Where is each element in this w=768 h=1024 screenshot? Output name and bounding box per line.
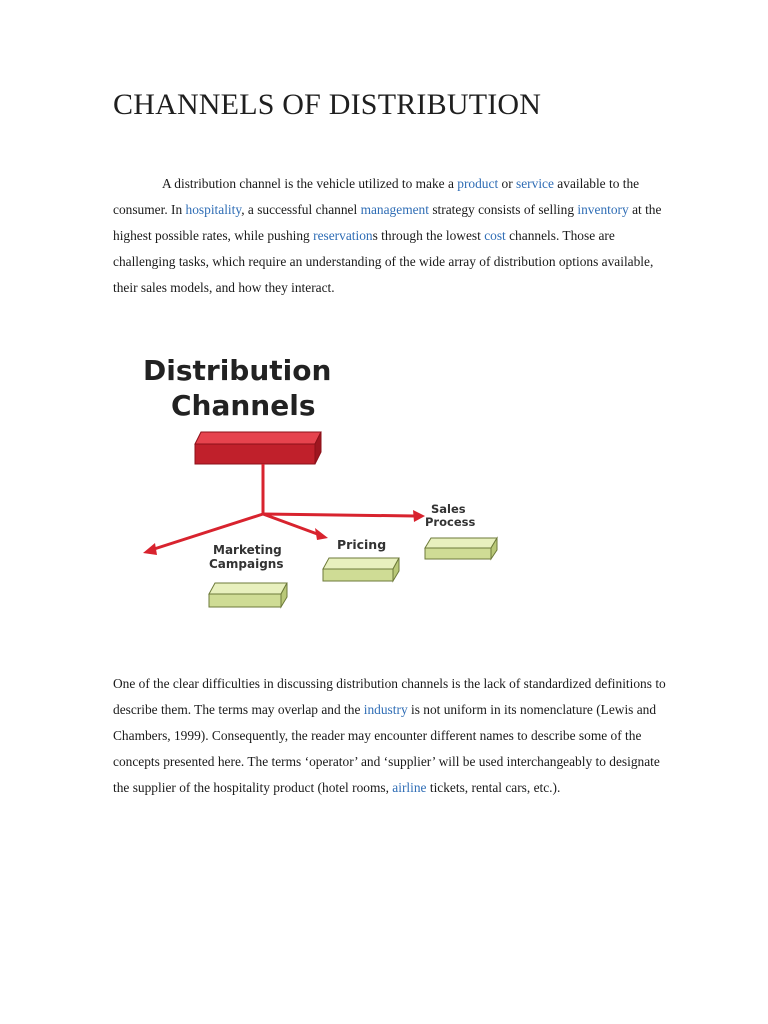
link-cost[interactable]: cost [484,228,506,243]
second-paragraph [113,671,673,801]
text-run: s through the lowest [372,228,485,243]
text-run: tickets, rental cars, etc.). [426,780,561,795]
text-run: strategy consists of selling [428,202,578,217]
link-service[interactable]: service [516,176,554,191]
pricing-label: Pricing [337,537,387,552]
link-airline[interactable]: airline [392,780,427,795]
text-run: channels. Those are challenging tasks, which require an understanding of the wide array of distribution options available, their sales models, and how they interact. [113,228,654,295]
link-industry[interactable]: industry [363,702,408,717]
diagram-title-line2: Channels [171,389,316,422]
pricing-box [323,558,399,581]
text-run: or [498,176,517,191]
page-title: CHANNELS OF DISTRIBUTION [113,88,542,121]
link-hospitality[interactable]: hospitality [185,202,242,217]
root-channel-box [195,432,321,464]
text-run: at the highest possible rates, while pushing [113,202,662,243]
marketing-label-line1: Marketing [213,543,282,557]
text-run: is not uniform in its nomenclature (Lewis and Chambers, 1999). Consequently, the reader may encounter different names to describe some of the concepts presented here. The terms ‘operator’ and ‘supplier’ will be used interchangeably to designate the supplier of the hospitality product (hotel rooms, [113,702,660,795]
link-reservation[interactable]: reservation [313,228,373,243]
sales-label-line2: Process [425,515,476,529]
marketing-label-line2: Campaigns [209,557,284,571]
link-management[interactable]: management [360,202,429,217]
diagram-title-line1: Distribution [143,354,332,387]
sales-process-box [425,538,497,559]
distribution-channels-diagram [135,340,515,620]
link-product[interactable]: product [457,176,499,191]
link-inventory[interactable]: inventory [577,202,629,217]
intro-paragraph [113,171,673,301]
text-run: available to the consumer. In [113,176,640,217]
text-run: A distribution channel is the vehicle utilized to make a [162,176,458,191]
text-run: , a successful channel [241,202,361,217]
marketing-campaigns-box [209,583,287,607]
text-run: One of the clear difficulties in discussing distribution channels is the lack of standardized definitions to describe them. The terms may overlap and the [113,676,666,717]
sales-label-line1: Sales [431,502,466,516]
